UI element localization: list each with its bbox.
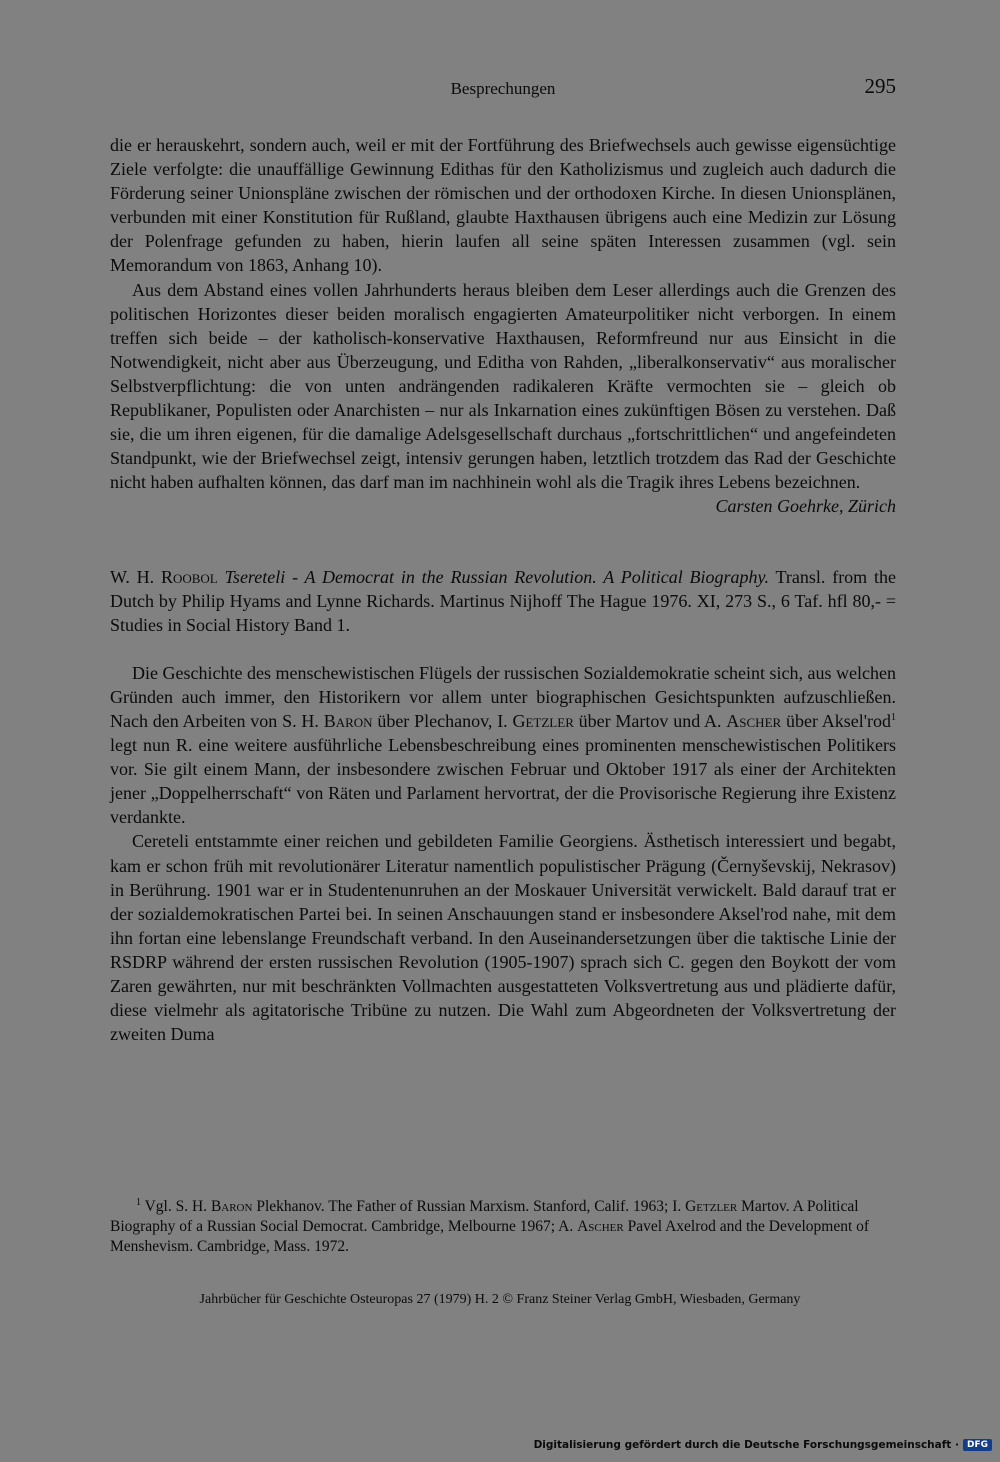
text-run: über Plechanov, I.: [372, 710, 513, 731]
review1-paragraph-2: Aus dem Abstand eines vollen Jahrhunderts heraus bleiben dem Leser allerdings auch die Grenzen des politischen Horizontes dieser beiden moralisch engagierten Amateurpolitiker nicht verborgen. In einem treffen sich beide – der katholisch-konservative Haxthausen, Reformfreund nur aus Einsicht in die Notwendigkeit, nicht aber aus Überzeugung, und Editha von Rahden, „liberalkonservativ“ aus moralischer Selbstverpflichtung: die von unten andrängenden radikaleren Kräfte vermochten sie – gleich ob Republikaner, Populisten oder Anarchisten – nur als Inkarnation eines zukünftigen Bösen zu verstehen. Daß sie, die um ihren eigenen, für die damalige Adelsgesellschaft durchaus „fortschrittlichen“ und angefeindeten Standpunkt, wie der Briefwechsel zeigt, intensiv gerungen haben, letztlich trotzdem das Rad der Geschichte nicht haben aufhalten können, das darf man im nachhinein wohl als die Tragik ihres Lebens bezeichnen.: [110, 279, 896, 493]
book-author: W. H. Roobol: [110, 566, 218, 587]
text-run: Vgl. S. H.: [144, 1198, 211, 1215]
author-name-getzler: Getzler: [512, 710, 574, 731]
book-title: Tsereteli - A Democrat in the Russian Revolution. A Political Biography.: [224, 566, 770, 587]
footnote-marker: 1: [891, 711, 896, 723]
funding-notice-text: Digitalisierung gefördert durch die Deutsche Forschungsgemeinschaft ·: [533, 1439, 959, 1451]
running-title: Besprechungen: [450, 79, 556, 98]
text-run: Plekhanov. The Father of Russian Marxism. Stanford, Calif. 1963; I.: [252, 1198, 686, 1215]
journal-imprint: Jahrbücher für Geschichte Osteuropas 27 (1979) H. 2 © Franz Steiner Verlag GmbH, Wiesbaden, Germany: [199, 1292, 801, 1307]
text-run: legt nun R. eine weitere ausführliche Lebensbeschreibung eines prominenten menschewistischen Politikers vor. Sie gilt einem Mann, der insbesondere zwischen Februar und Oktober 1917 als einer der Architekten jener „Doppelherrschaft“ von Räten und Parlament hervortrat, der die Provisorische Regierung ihre Existenz verdankte.: [110, 735, 896, 828]
author-name-ascher: Ascher: [577, 1218, 624, 1235]
book-details: Transl. from the Dutch by Philip Hyams and Lynne Richards. Martinus Nijhoff The Hague 1976. XI, 273 S., 6 Taf. hfl 80,- = Studies in Social History Band 1.: [110, 566, 896, 635]
review2-paragraph-2: Cereteli entstammte einer reichen und gebildeten Familie Georgiens. Ästhetisch interessiert und begabt, kam er schon früh mit revolutionärer Literatur namentlich populistischer Prägung (Černyševskij, Nekrasov) in Berührung. 1901 war er in Studentenunruhen an der Moskauer Universität verwickelt. Bald darauf trat er der sozialdemokratischen Partei bei. In seinen Anschauungen stand er insbesondere Aksel'rod nahe, mit dem ihn fortan eine lebenslange Freundschaft verband. In den Auseinandersetzungen über die taktische Linie der RSDRP während der ersten russischen Revolution (1905-1907) sprach sich C. gegen den Boykott der vom Zaren gewährten, nur mit beschränkten Vollmachten ausgestatteten Volksvertretung aus und plädierte dafür, diese vielmehr als agitatorische Tribüne zu nutzen. Die Wahl zum Abgeordneten der Volksvertretung der zweiten Duma: [110, 831, 896, 1045]
main-text: [110, 133, 896, 1046]
dfg-logo-icon: DFG: [963, 1439, 992, 1451]
author-name-getzler: Getzler: [685, 1198, 738, 1215]
review2-paragraph-1: [110, 661, 896, 830]
author-name-baron: Baron: [323, 710, 373, 731]
footnote-1: [110, 1197, 896, 1257]
footnotes: [110, 1197, 896, 1257]
funding-notice: [534, 1437, 992, 1453]
text-run: über Martov und A.: [573, 710, 727, 731]
review2-bibliographic-entry: [110, 565, 896, 637]
reviewer-signature: Carsten Goehrke, Zürich: [715, 496, 896, 517]
text-run: Martov. A Political Biography of a Russian Social Democrat. Cambridge, Melbourne 1967; A.: [110, 1198, 859, 1235]
text-run: Pavel Axelrod and the Development of Menshevism. Cambridge, Mass. 1972.: [110, 1218, 870, 1255]
text-run: Die Geschichte des menschewistischen Flügels der russischen Sozialdemokratie scheint sich, aus welchen Gründen auch immer, den Historikern vor allem unter biographischen Gesichtspunkten aufzuschließen. Nach den Arbeiten von S. H.: [110, 662, 896, 731]
review1-paragraph-1: die er herauskehrt, sondern auch, weil er mit der Fortführung des Briefwechsels auch gewisse eigensüchtige Ziele verfolgte: die unauffällige Gewinnung Edithas für den Katholizismus und zugleich auch dadurch die Förderung seiner Unionspläne zwischen der römischen und der orthodoxen Kirche. In diesen Unionsplänen, verbunden mit einer Konstitution für Rußland, glaubte Haxthausen übrigens auch eine Medizin zur Lösung der Polenfrage gefunden zu haben, hierin laufen all seine späten Interessen zusammen (vgl. sein Memorandum von 1863, Anhang 10).: [110, 135, 896, 276]
author-name-baron: Baron: [210, 1198, 253, 1215]
author-name-ascher: Ascher: [726, 710, 782, 731]
footnote-number: 1: [136, 1196, 141, 1208]
text-run: über Aksel'rod: [781, 710, 891, 731]
page-number: 295: [864, 74, 896, 98]
